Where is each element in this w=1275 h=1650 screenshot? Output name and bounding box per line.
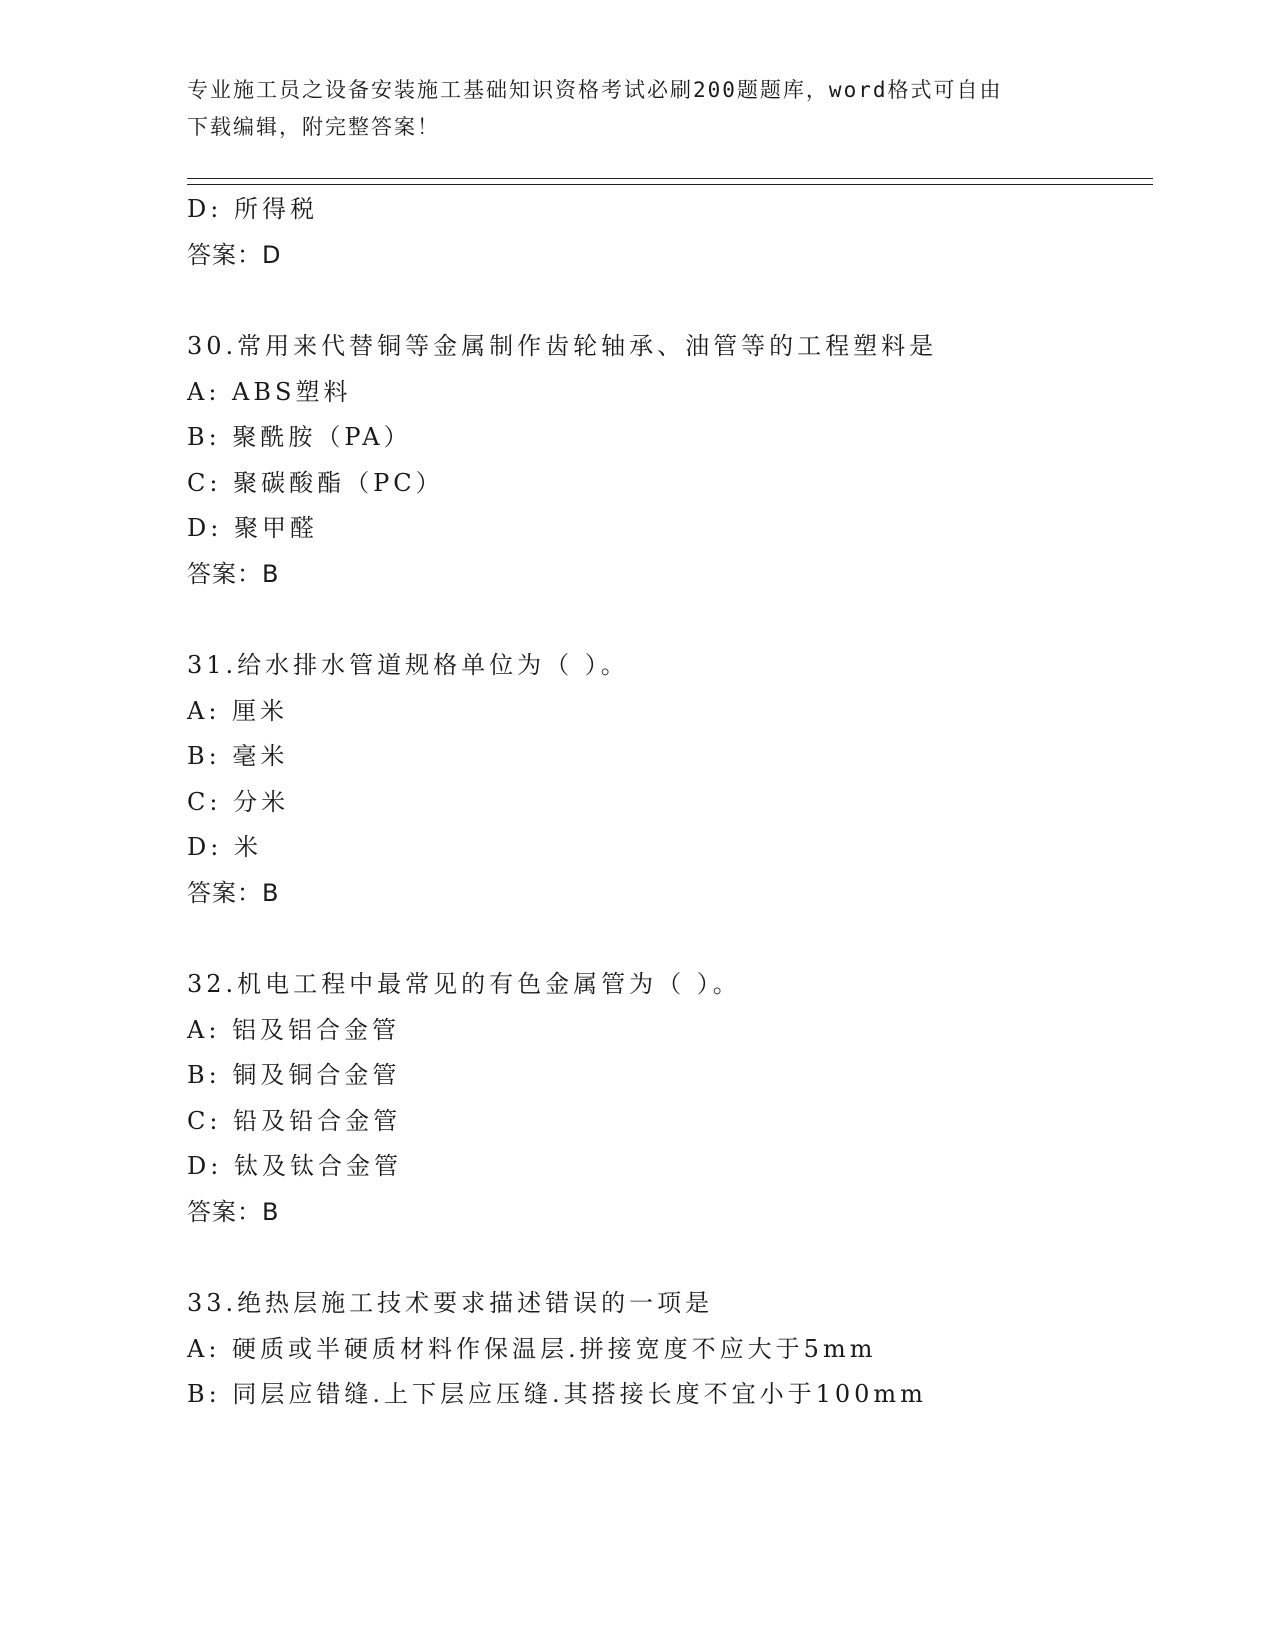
- header-line-2: 下载编辑，附完整答案！: [187, 115, 440, 139]
- option-a: A: ABS塑料: [187, 377, 352, 406]
- answer: 答案：B: [187, 1197, 280, 1226]
- document-header: [187, 72, 1087, 146]
- question-31: [187, 643, 1137, 916]
- question-stem: 32.机电工程中最常见的有色金属管为（ ）。: [187, 970, 741, 998]
- document-body: [187, 187, 1137, 1418]
- question-33: [187, 1281, 1137, 1418]
- question-32: [187, 962, 1137, 1235]
- option-b: B: 聚酰胺（PA）: [187, 423, 412, 451]
- question-stem: 30.常用来代替铜等金属制作齿轮轴承、油管等的工程塑料是: [187, 332, 938, 360]
- option-d: D: 聚甲醛: [187, 514, 318, 542]
- option-a: A: 厘米: [187, 696, 289, 725]
- option-b: B: 毫米: [187, 742, 289, 770]
- option-c: C: 铅及铅合金管: [187, 1106, 402, 1135]
- header-line-1: 专业施工员之设备安装施工基础知识资格考试必刷200题题库，word格式可自由: [187, 78, 1003, 102]
- prev-option-d: D: 所得税: [187, 195, 318, 223]
- question-stem: 33.绝热层施工技术要求描述错误的一项是: [187, 1289, 714, 1317]
- option-a: A: 硬质或半硬质材料作保温层.拼接宽度不应大于5mm: [187, 1334, 877, 1363]
- option-c: C: 聚碳酸酯（PC）: [187, 468, 444, 497]
- option-b: B: 同层应错缝.上下层应压缝.其搭接长度不宜小于100mm: [187, 1380, 927, 1408]
- answer: 答案：B: [187, 878, 280, 907]
- prev-answer: 答案：D: [187, 240, 282, 269]
- question-30: [187, 324, 1137, 597]
- option-b: B: 铜及铜合金管: [187, 1061, 401, 1089]
- header-divider-bottom: [187, 184, 1153, 185]
- option-d: D: 钛及钛合金管: [187, 1152, 402, 1180]
- answer: 答案：B: [187, 559, 280, 588]
- question-stem: 31.给水排水管道规格单位为（ ）。: [187, 651, 629, 679]
- option-d: D: 米: [187, 833, 262, 861]
- option-a: A: 铝及铝合金管: [187, 1015, 401, 1044]
- header-divider-top: [187, 178, 1153, 179]
- option-c: C: 分米: [187, 787, 290, 816]
